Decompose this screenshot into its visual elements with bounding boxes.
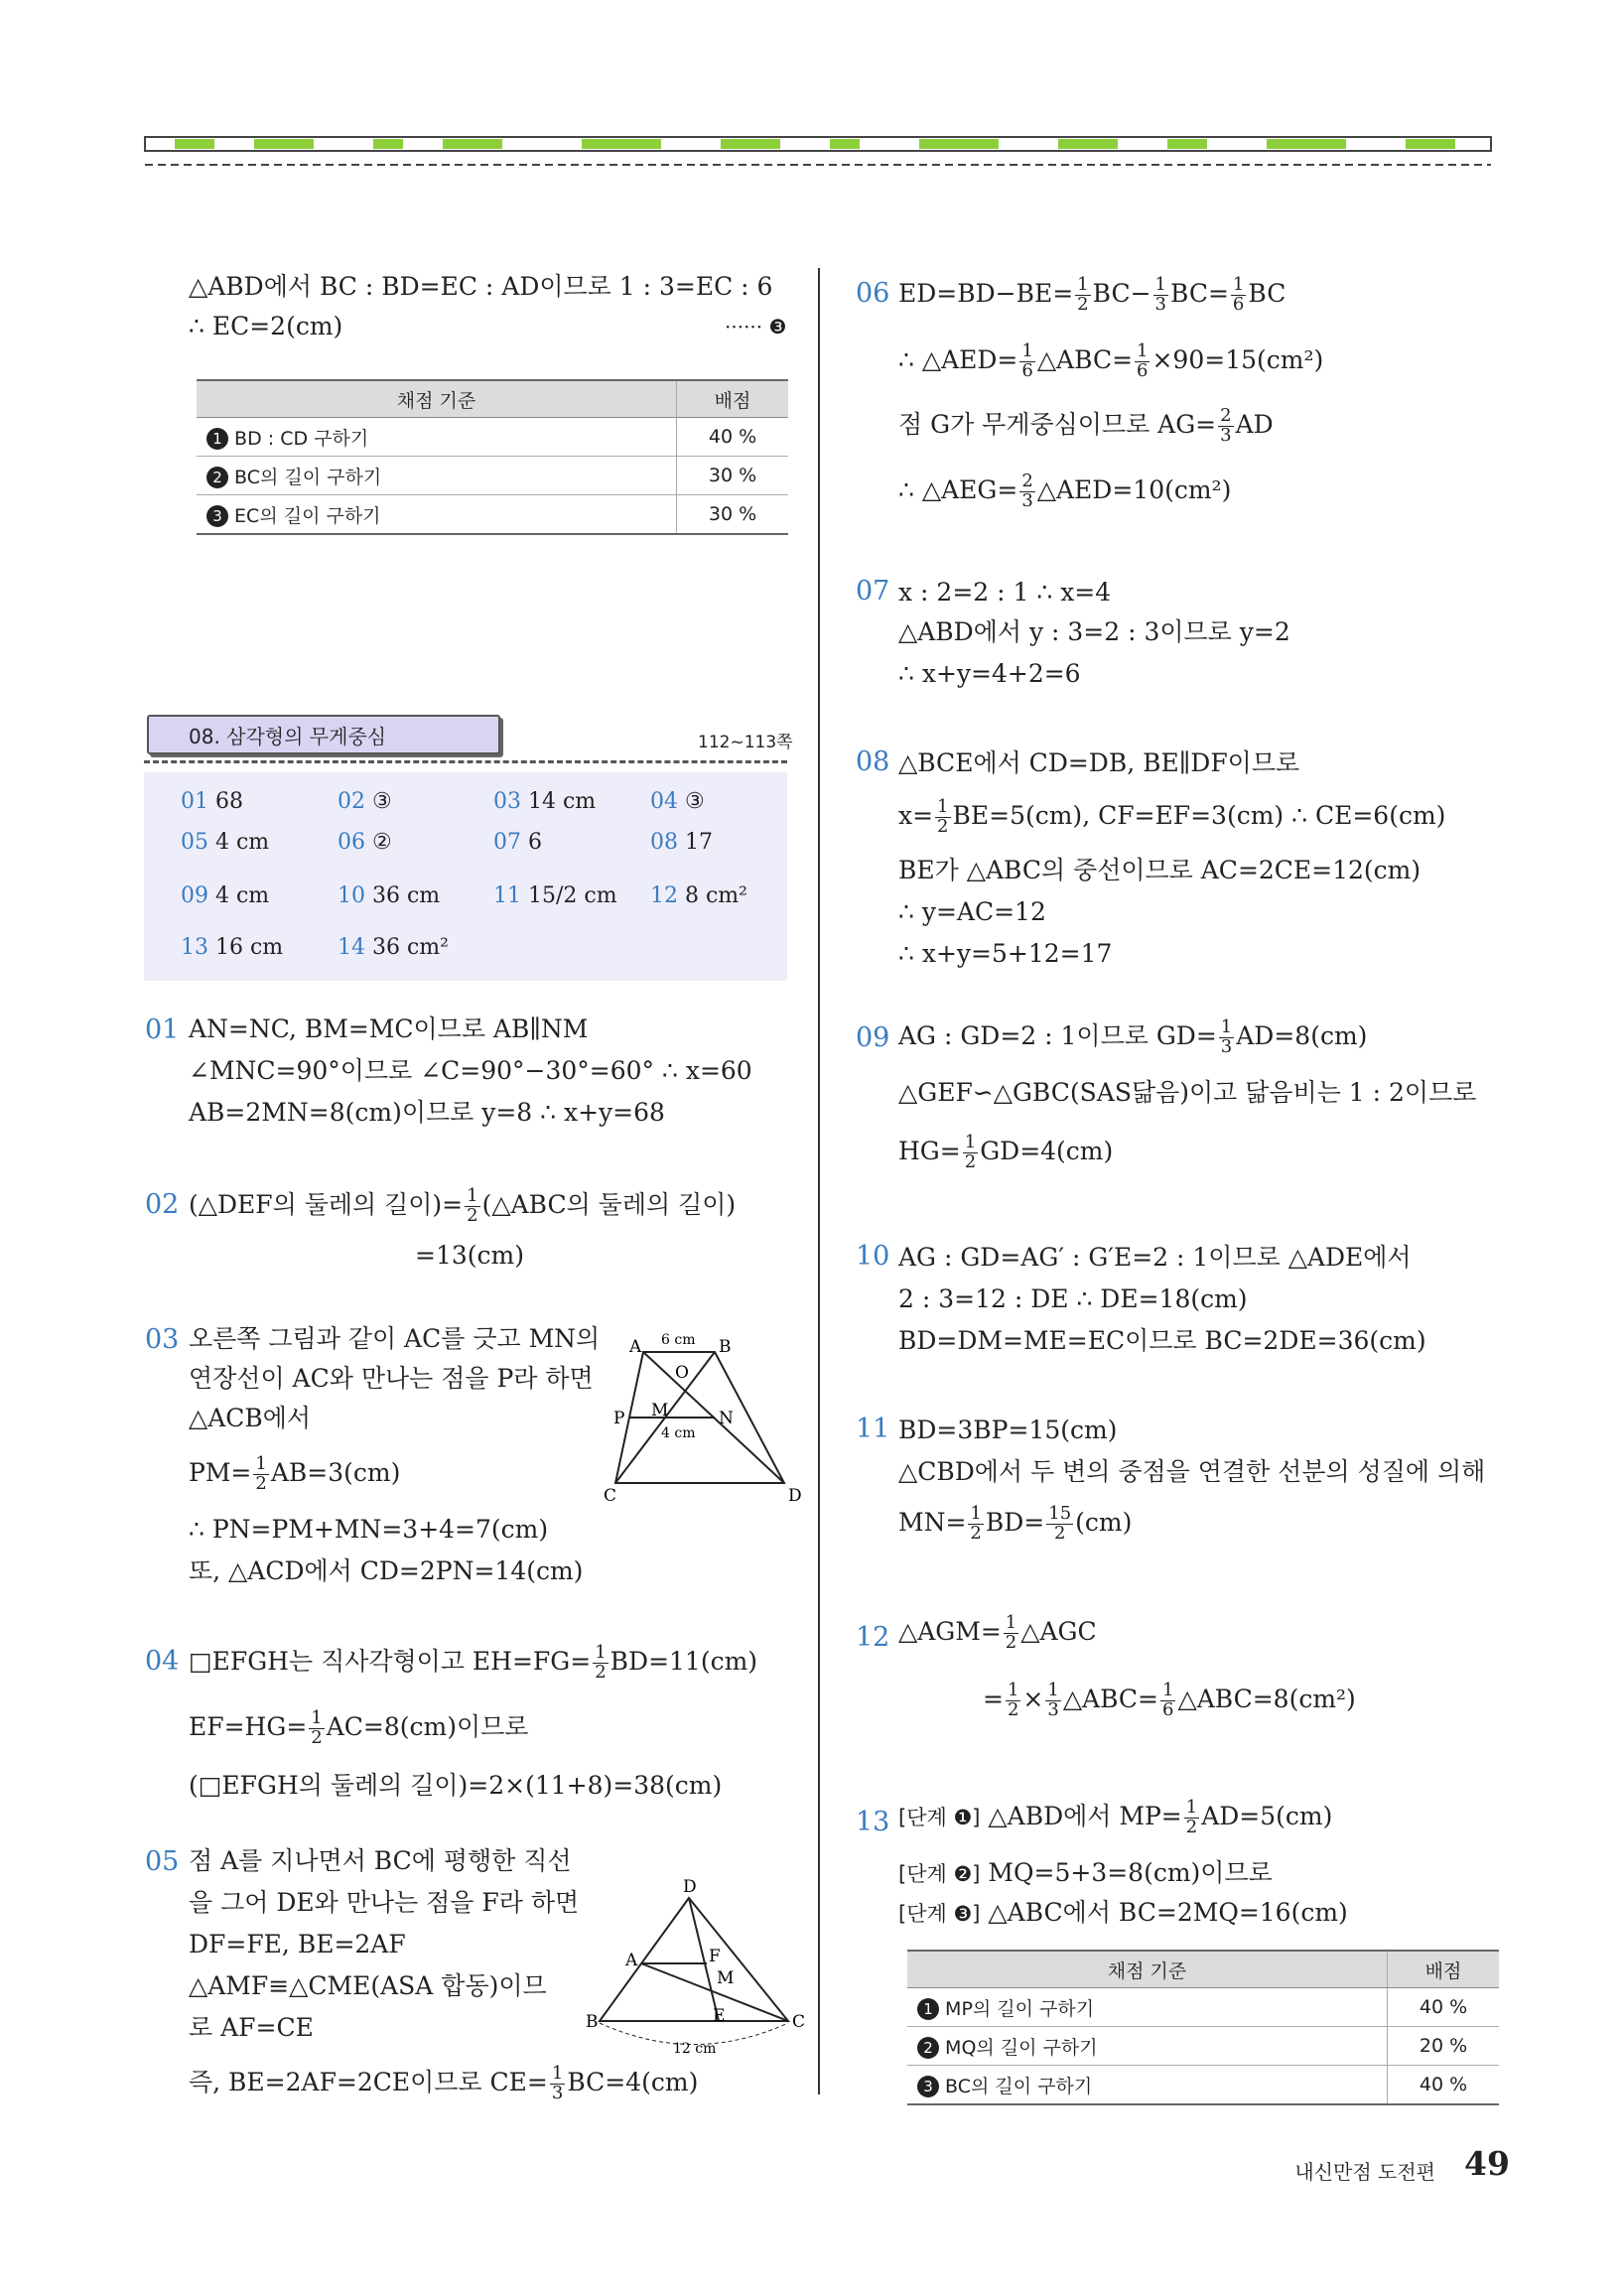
q11-number: 11 xyxy=(856,1414,890,1444)
q09-line2: △GEF∽△GBC(SAS닮음)이고 닮음비는 1 : 2이므로 xyxy=(898,1078,1477,1107)
row-text: MP의 길이 구하기 xyxy=(945,1997,1095,2020)
step-badge: 3 xyxy=(917,2076,939,2097)
q04-number: 04 xyxy=(145,1646,180,1677)
q06-line4: ∴ △AEG= $\frac{2}{3}$ △AED=10(cm²) xyxy=(898,471,1232,511)
q03-line4: PM= $\frac{1}{2}$ AB=3(cm) xyxy=(189,1453,401,1494)
q03-line5: ∴ PN=PM+MN=3+4=7(cm) xyxy=(189,1515,549,1544)
answer-item: 08 17 xyxy=(650,830,713,855)
q01-line1: AN=NC, BM=MC이므로 AB∥NM xyxy=(189,1014,589,1043)
answer-item: 14 36 cm² xyxy=(338,935,449,960)
q05-line6: 즉, BE=2AF=2CE이므로 CE= $\frac{1}{3}$ BC=4(cm) xyxy=(189,2063,699,2103)
q03-line2: 연장선이 AC와 만나는 점을 P라 하면 xyxy=(189,1364,594,1393)
label-D: D xyxy=(788,1486,802,1506)
q07-line3: ∴ x+y=4+2=6 xyxy=(898,659,1081,688)
q07-line2: △ABD에서 y : 3=2 : 3이므로 y=2 xyxy=(898,617,1290,646)
q13-line3: [단계 ❸] △ABC에서 BC=2MQ=16(cm) xyxy=(898,1898,1348,1927)
label-O: O xyxy=(675,1363,689,1383)
q03-line3: △ACB에서 xyxy=(189,1404,312,1432)
answer-item: 06 ② xyxy=(338,830,392,855)
q08-line2: x= $\frac{1}{2}$ BE=5(cm), CF=EF=3(cm) ∴ CE=6(cm) xyxy=(898,796,1446,837)
label-C: C xyxy=(792,2012,806,2032)
q06-number: 06 xyxy=(856,278,890,309)
q05-line1: 점 A를 지나면서 BC에 평행한 직선 xyxy=(189,1846,572,1875)
label-F: F xyxy=(709,1947,721,1966)
label-A: A xyxy=(629,1337,642,1357)
row-score: 30 % xyxy=(677,457,789,495)
q07-number: 07 xyxy=(856,576,890,607)
q11-line3: MN= $\frac{1}{2}$ BD= $\frac{15}{2}$ (cm) xyxy=(898,1503,1133,1544)
top-line-1: △ABD에서 BC : BD=EC : AD이므로 1 : 3=EC : 6 xyxy=(189,272,773,301)
q09-number: 09 xyxy=(856,1022,890,1053)
figure-03-trapezoid xyxy=(606,1328,804,1507)
answer-item: 11 15/2 cm xyxy=(493,883,617,908)
step-badge: 2 xyxy=(917,2037,939,2059)
q04-line2: EF=HG= $\frac{1}{2}$ AC=8(cm)이므로 xyxy=(189,1707,529,1748)
answer-item: 09 4 cm xyxy=(181,883,270,908)
answer-item: 05 4 cm xyxy=(181,830,270,855)
q08-line5: ∴ x+y=5+12=17 xyxy=(898,939,1113,968)
q02-line1: (△DEF의 둘레의 길이)= $\frac{1}{2}$ (△ABC의 둘레의 길이) xyxy=(189,1185,737,1226)
q03-line1: 오른쪽 그림과 같이 AC를 긋고 MN의 xyxy=(189,1324,601,1353)
label-M: M xyxy=(651,1401,669,1420)
row-text: MQ의 길이 구하기 xyxy=(945,2036,1098,2059)
q01-line3: AB=2MN=8(cm)이므로 y=8 ∴ x+y=68 xyxy=(189,1098,665,1127)
label-B: B xyxy=(586,2012,599,2032)
row-text: BD : CD 구하기 xyxy=(234,427,369,450)
step-badge: 3 xyxy=(206,505,228,527)
label-E: E xyxy=(713,2006,726,2026)
table-row xyxy=(197,418,788,457)
label-A: A xyxy=(625,1951,638,1970)
step-badge: 1 xyxy=(917,1998,939,2020)
table-head-criteria: 채점 기준 xyxy=(197,380,677,418)
q11-line1: BD=3BP=15(cm) xyxy=(898,1416,1118,1444)
length-6cm: 6 cm xyxy=(661,1332,696,1348)
q10-line3: BD=DM=ME=EC이므로 BC=2DE=36(cm) xyxy=(898,1326,1426,1355)
table-row xyxy=(197,457,788,495)
q08-line3: BE가 △ABC의 중선이므로 AC=2CE=12(cm) xyxy=(898,856,1421,884)
q12-line2: = $\frac{1}{2}$ × $\frac{1}{3}$ △ABC= $\frac{1}{6}$ △ABC=8(cm²) xyxy=(983,1680,1356,1720)
row-text: BC의 길이 구하기 xyxy=(234,466,382,488)
row-text: BC의 길이 구하기 xyxy=(945,2075,1093,2097)
table-head-score: 배점 xyxy=(677,380,789,418)
row-score: 30 % xyxy=(677,495,789,535)
scoring-table-1 xyxy=(197,379,788,535)
table-row xyxy=(907,2027,1499,2066)
page-number: 49 xyxy=(1464,2144,1510,2183)
q13-number: 13 xyxy=(856,1807,890,1837)
q10-line1: AG : GD=AG′ : G′E=2 : 1이므로 △ADE에서 xyxy=(898,1243,1412,1272)
q10-line2: 2 : 3=12 : DE ∴ DE=18(cm) xyxy=(898,1284,1248,1313)
q03-line6: 또, △ACD에서 CD=2PN=14(cm) xyxy=(189,1556,584,1585)
answer-item: 02 ③ xyxy=(338,789,392,814)
label-P: P xyxy=(613,1409,625,1428)
table-row xyxy=(197,495,788,535)
q05-number: 05 xyxy=(145,1846,180,1877)
answer-item: 03 14 cm xyxy=(493,789,597,814)
row-score: 40 % xyxy=(1388,1988,1500,2027)
answer-item: 13 16 cm xyxy=(181,935,284,960)
q03-number: 03 xyxy=(145,1324,180,1355)
length-12cm: 12 cm xyxy=(673,2041,717,2057)
q08-number: 08 xyxy=(856,746,890,777)
label-C: C xyxy=(604,1486,617,1506)
q12-number: 12 xyxy=(856,1622,890,1653)
answer-item: 01 68 xyxy=(181,789,243,814)
figure-05-triangle xyxy=(586,1877,808,2061)
q13-line2: [단계 ❷] MQ=5+3=8(cm)이므로 xyxy=(898,1858,1273,1887)
q01-number: 01 xyxy=(145,1014,180,1045)
q05-line3: DF=FE, BE=2AF xyxy=(189,1930,406,1958)
q02-line2: =13(cm) xyxy=(415,1241,524,1270)
q05-line2: 을 그어 DE와 만나는 점을 F라 하면 xyxy=(189,1888,580,1917)
q07-line1: x : 2=2 : 1 ∴ x=4 xyxy=(898,578,1112,607)
q01-line2: ∠MNC=90°이므로 ∠C=90°−30°=60° ∴ x=60 xyxy=(189,1056,752,1085)
q05-line5: 로 AF=CE xyxy=(189,2013,314,2042)
q04-line1: □EFGH는 직사각형이고 EH=FG= $\frac{1}{2}$ BD=11(cm) xyxy=(189,1642,758,1683)
answer-item: 12 8 cm² xyxy=(650,883,747,908)
q04-line3: (□EFGH의 둘레의 길이)=2×(11+8)=38(cm) xyxy=(189,1771,723,1800)
q12-line1: △AGM= $\frac{1}{2}$ △AGC xyxy=(898,1612,1097,1653)
step-badge: 2 xyxy=(206,467,228,488)
answer-item: 04 ③ xyxy=(650,789,705,814)
row-score: 40 % xyxy=(677,418,789,457)
q11-line2: △CBD에서 두 변의 중점을 연결한 선분의 성질에 의해 xyxy=(898,1457,1486,1486)
section-title: 08. 삼각형의 무게중심 xyxy=(147,715,500,754)
header-decoration xyxy=(145,131,1491,171)
answer-item: 10 36 cm xyxy=(338,883,441,908)
q09-line1: AG : GD=2 : 1이므로 GD= $\frac{1}{3}$ AD=8(cm) xyxy=(898,1016,1368,1057)
table-row xyxy=(907,1988,1499,2027)
top-line-2: ∴ EC=2(cm) xyxy=(189,312,343,340)
q02-number: 02 xyxy=(145,1189,180,1220)
q06-line2: ∴ △AED= $\frac{1}{6}$ △ABC= $\frac{1}{6}$ ×90=15(cm²) xyxy=(898,340,1324,381)
section-pages: 112~113쪽 xyxy=(698,733,793,752)
top-marker: ······ ❸ xyxy=(725,315,787,338)
row-text: EC의 길이 구하기 xyxy=(234,504,381,527)
footer-book-title: 내신만점 도전편 xyxy=(1294,2160,1435,2184)
q06-line1: ED=BD−BE= $\frac{1}{2}$ BC− $\frac{1}{3}$ BC= $\frac{1}{6}$ BC xyxy=(898,274,1286,315)
length-4cm: 4 cm xyxy=(661,1425,696,1441)
q09-line3: HG= $\frac{1}{2}$ GD=4(cm) xyxy=(898,1132,1114,1172)
table-head-score: 배점 xyxy=(1388,1951,1500,1988)
scoring-table-2 xyxy=(907,1950,1499,2105)
label-M: M xyxy=(717,1968,735,1988)
answer-item: 07 6 xyxy=(493,830,542,855)
q05-line4: △AMF≡△CME(ASA 합동)이므 xyxy=(189,1971,547,2000)
row-score: 20 % xyxy=(1388,2027,1500,2066)
table-row xyxy=(907,2066,1499,2105)
column-divider xyxy=(818,268,820,2094)
label-D: D xyxy=(683,1877,697,1897)
q08-line4: ∴ y=AC=12 xyxy=(898,897,1046,926)
section-dash xyxy=(144,760,787,763)
q13-line1: [단계 ❶] △ABD에서 MP= $\frac{1}{2}$ AD=5(cm) xyxy=(898,1797,1333,1837)
label-B: B xyxy=(719,1337,732,1357)
label-N: N xyxy=(719,1409,734,1428)
step-badge: 1 xyxy=(206,428,228,450)
q10-number: 10 xyxy=(856,1241,890,1272)
row-score: 40 % xyxy=(1388,2066,1500,2105)
q06-line3: 점 G가 무게중심이므로 AG= $\frac{2}{3}$ AD xyxy=(898,405,1274,446)
table-head-criteria: 채점 기준 xyxy=(907,1951,1388,1988)
q08-line1: △BCE에서 CD=DB, BE∥DF이므로 xyxy=(898,748,1300,777)
